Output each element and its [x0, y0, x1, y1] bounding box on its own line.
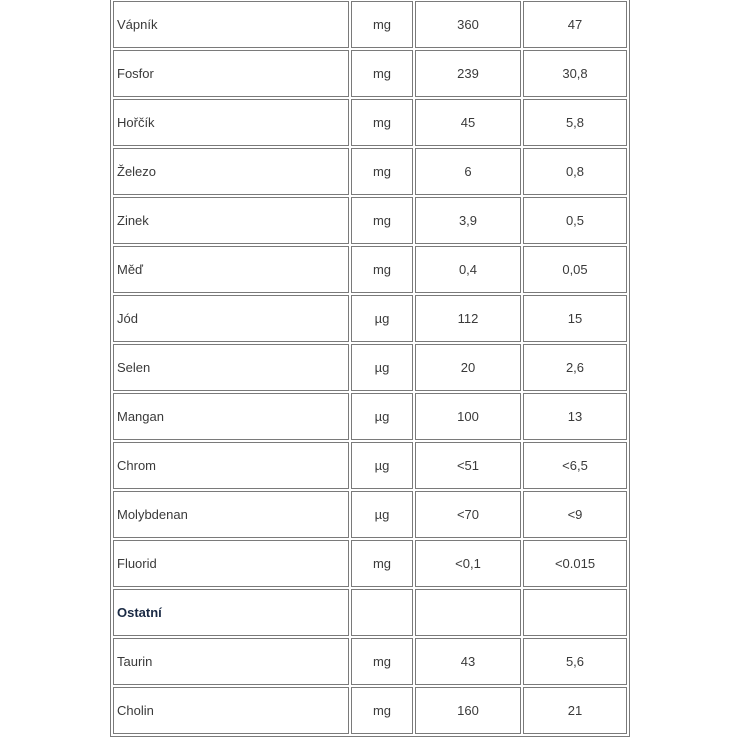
table-row: [113, 50, 627, 97]
value-per-serving-cell: 5,8: [523, 99, 627, 146]
unit-cell: mg: [351, 1, 413, 48]
value-per-100g-cell: 6: [415, 148, 521, 195]
table-row: [113, 491, 627, 538]
nutrient-name-cell: Molybdenan: [113, 491, 349, 538]
unit-cell: mg: [351, 246, 413, 293]
table-row: [113, 638, 627, 685]
nutrient-name-cell: Fosfor: [113, 50, 349, 97]
value-per-serving-cell: 15: [523, 295, 627, 342]
nutrient-name-cell: Jód: [113, 295, 349, 342]
value-per-serving-cell: <9: [523, 491, 627, 538]
unit-cell: mg: [351, 50, 413, 97]
value-per-100g-cell: [415, 589, 521, 636]
nutrition-table: [110, 0, 630, 737]
unit-cell: mg: [351, 638, 413, 685]
nutrient-name-cell: Cholin: [113, 687, 349, 734]
table-row: [113, 1, 627, 48]
unit-cell: [351, 589, 413, 636]
nutrient-name-cell: Fluorid: [113, 540, 349, 587]
unit-cell: µg: [351, 491, 413, 538]
value-per-serving-cell: 2,6: [523, 344, 627, 391]
value-per-100g-cell: <0,1: [415, 540, 521, 587]
nutrient-name-cell: Vápník: [113, 1, 349, 48]
nutrient-name-cell: Železo: [113, 148, 349, 195]
table-row: [113, 442, 627, 489]
section-row: [113, 589, 627, 636]
value-per-100g-cell: 239: [415, 50, 521, 97]
value-per-serving-cell: 30,8: [523, 50, 627, 97]
table-row: [113, 687, 627, 734]
value-per-100g-cell: <70: [415, 491, 521, 538]
unit-cell: µg: [351, 393, 413, 440]
nutrient-name-cell: Mangan: [113, 393, 349, 440]
table-row: [113, 197, 627, 244]
unit-cell: mg: [351, 197, 413, 244]
value-per-100g-cell: 160: [415, 687, 521, 734]
value-per-serving-cell: 13: [523, 393, 627, 440]
value-per-serving-cell: 0,05: [523, 246, 627, 293]
value-per-serving-cell: 47: [523, 1, 627, 48]
nutrient-name-cell: Chrom: [113, 442, 349, 489]
section-title-cell: Ostatní: [113, 589, 349, 636]
value-per-serving-cell: 0,8: [523, 148, 627, 195]
value-per-100g-cell: 360: [415, 1, 521, 48]
table-row: [113, 148, 627, 195]
table-row: [113, 295, 627, 342]
value-per-serving-cell: 5,6: [523, 638, 627, 685]
table-row: [113, 540, 627, 587]
nutrient-name-cell: Měď: [113, 246, 349, 293]
table-row: [113, 393, 627, 440]
nutrient-name-cell: Hořčík: [113, 99, 349, 146]
value-per-serving-cell: <6,5: [523, 442, 627, 489]
value-per-serving-cell: 21: [523, 687, 627, 734]
unit-cell: mg: [351, 99, 413, 146]
value-per-serving-cell: <0.015: [523, 540, 627, 587]
unit-cell: µg: [351, 295, 413, 342]
value-per-serving-cell: [523, 589, 627, 636]
nutrient-name-cell: Selen: [113, 344, 349, 391]
value-per-serving-cell: 0,5: [523, 197, 627, 244]
nutrient-name-cell: Zinek: [113, 197, 349, 244]
table-row: [113, 344, 627, 391]
unit-cell: µg: [351, 442, 413, 489]
value-per-100g-cell: 112: [415, 295, 521, 342]
table-row: [113, 246, 627, 293]
value-per-100g-cell: 20: [415, 344, 521, 391]
nutrient-name-cell: Taurin: [113, 638, 349, 685]
value-per-100g-cell: 45: [415, 99, 521, 146]
nutrition-table-container: [110, 0, 630, 737]
value-per-100g-cell: 3,9: [415, 197, 521, 244]
unit-cell: mg: [351, 687, 413, 734]
unit-cell: mg: [351, 148, 413, 195]
value-per-100g-cell: 0,4: [415, 246, 521, 293]
unit-cell: mg: [351, 540, 413, 587]
value-per-100g-cell: <51: [415, 442, 521, 489]
nutrition-table-body: [113, 1, 627, 734]
value-per-100g-cell: 100: [415, 393, 521, 440]
table-row: [113, 99, 627, 146]
unit-cell: µg: [351, 344, 413, 391]
value-per-100g-cell: 43: [415, 638, 521, 685]
